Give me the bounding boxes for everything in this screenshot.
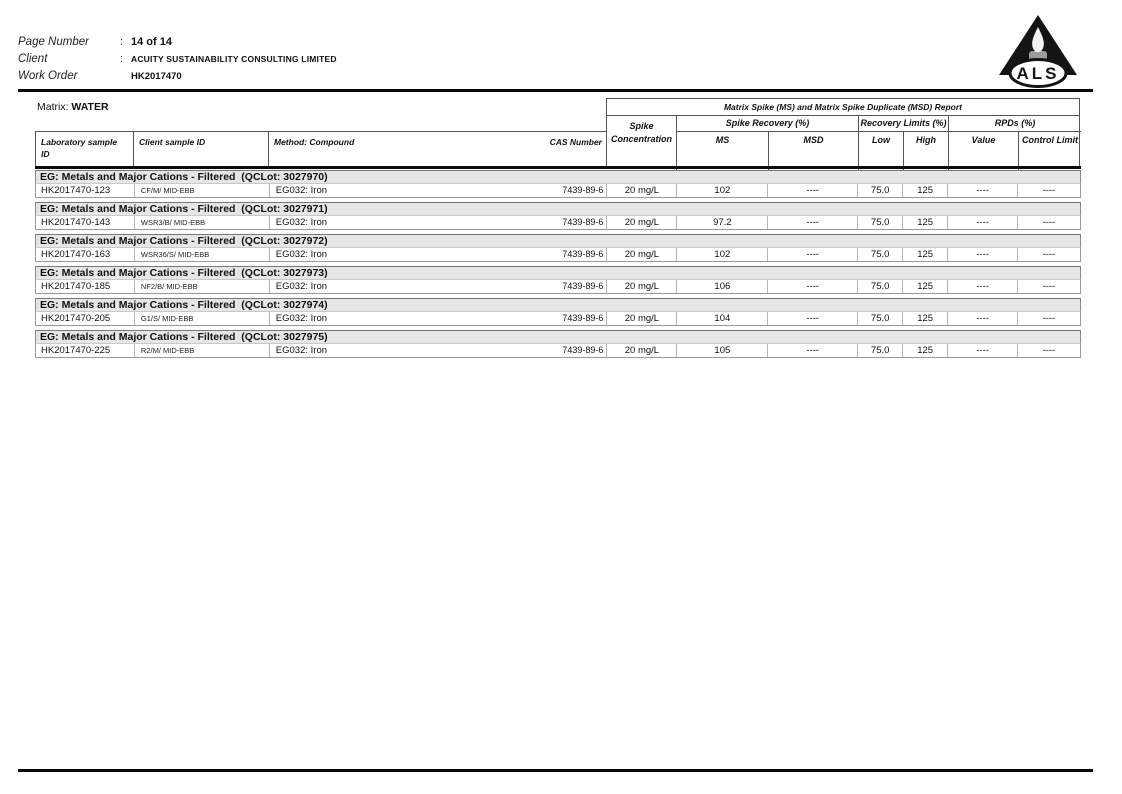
- als-logo-graphic: [988, 13, 1088, 91]
- rpd-value: ----: [947, 312, 1017, 325]
- cas-number: 7439-89-6: [562, 249, 604, 259]
- msd-recovery: ----: [767, 280, 857, 293]
- page-number-colon: :: [120, 36, 124, 48]
- rpd-control-limit: ----: [1017, 344, 1080, 357]
- col-spike-recovery-group: Spike Recovery (%): [677, 116, 858, 132]
- report-title: Matrix Spike (MS) and Matrix Spike Duplicate (MSD) Report: [607, 99, 1079, 116]
- table-row: [35, 279, 1081, 294]
- rpd-value: ----: [947, 248, 1017, 261]
- cas-number: 7439-89-6: [562, 185, 604, 195]
- limit-high: 125: [902, 184, 947, 197]
- msd-recovery: ----: [767, 344, 857, 357]
- qc-section: [35, 234, 1081, 262]
- table-row: [35, 183, 1081, 198]
- spike-concentration: 20 mg/L: [606, 216, 676, 229]
- page-number-value: 14 of 14: [131, 36, 172, 48]
- client-sample-id: NF2/B/ MID-EBB: [134, 280, 269, 293]
- limit-low: 75.0: [857, 344, 902, 357]
- table-left-header: [35, 131, 606, 169]
- ms-recovery: 102: [676, 248, 767, 261]
- table-right-header: [606, 98, 1080, 169]
- method-cas-cell: [269, 344, 607, 357]
- spike-concentration: 20 mg/L: [606, 344, 676, 357]
- qc-group-header: EG: Metals and Major Cations - Filtered (QCLot: 3027971): [35, 202, 1081, 215]
- spike-concentration: 20 mg/L: [606, 248, 676, 261]
- rpd-control-limit: ----: [1017, 312, 1080, 325]
- footer-rule: [18, 769, 1093, 772]
- col-msd: MSD: [768, 132, 858, 170]
- ms-recovery: 105: [676, 344, 767, 357]
- qc-group-header: EG: Metals and Major Cations - Filtered (QCLot: 3027974): [35, 298, 1081, 311]
- col-method-compound: Method: Compound: [274, 137, 355, 147]
- msd-recovery: ----: [767, 184, 857, 197]
- ms-recovery: 104: [676, 312, 767, 325]
- cas-number: 7439-89-6: [562, 313, 604, 323]
- client-row: [18, 53, 618, 70]
- header-bottom-bar: [35, 166, 1081, 169]
- col-spike-line2: Concentration: [610, 134, 672, 144]
- limit-high: 125: [902, 312, 947, 325]
- matrix-line: [37, 101, 109, 113]
- matrix-label: Matrix:: [37, 101, 69, 113]
- cas-number: 7439-89-6: [562, 281, 604, 291]
- als-logo: [988, 13, 1088, 91]
- rpd-value: ----: [947, 216, 1017, 229]
- rpd-value: ----: [947, 184, 1017, 197]
- col-lab-sample-id: [36, 132, 134, 169]
- spike-concentration: 20 mg/L: [606, 312, 676, 325]
- client-sample-id: R2/M/ MID-EBB: [134, 344, 269, 357]
- ms-recovery: 102: [676, 184, 767, 197]
- col-low: Low: [858, 132, 903, 170]
- rpd-value: ----: [947, 344, 1017, 357]
- col-control-limit: Control Limit: [1018, 132, 1081, 170]
- qc-group-header: EG: Metals and Major Cations - Filtered (QCLot: 3027970): [35, 170, 1081, 183]
- spike-concentration: 20 mg/L: [606, 184, 676, 197]
- rpd-control-limit: ----: [1017, 184, 1080, 197]
- logo-text: ALS: [1016, 64, 1060, 83]
- method-compound: EG032: Iron: [275, 281, 328, 292]
- rpd-control-limit: ----: [1017, 216, 1080, 229]
- cas-number: 7439-89-6: [562, 345, 604, 355]
- method-cas-cell: [269, 248, 607, 261]
- col-lab-sample-line2: ID: [41, 149, 50, 159]
- rpd-control-limit: ----: [1017, 248, 1080, 261]
- table-row: [35, 343, 1081, 358]
- method-compound: EG032: Iron: [275, 185, 328, 196]
- lab-sample-id: HK2017470-163: [41, 249, 111, 260]
- qc-section: [35, 298, 1081, 326]
- method-compound: EG032: Iron: [275, 313, 328, 324]
- limit-high: 125: [902, 216, 947, 229]
- page-number-row: [18, 36, 618, 53]
- lab-sample-id: HK2017470-143: [41, 217, 111, 228]
- ms-recovery: 106: [676, 280, 767, 293]
- header-divider-rule: [18, 89, 1093, 92]
- ms-recovery: 97.2: [676, 216, 767, 229]
- qc-group-header: EG: Metals and Major Cations - Filtered (QCLot: 3027972): [35, 234, 1081, 247]
- client-sample-id: CF/M/ MID-EBB: [134, 184, 269, 197]
- limit-low: 75.0: [857, 280, 902, 293]
- method-compound: EG032: Iron: [275, 217, 328, 228]
- qc-section: [35, 266, 1081, 294]
- col-spike-line1: Spike: [629, 121, 654, 131]
- qc-section: [35, 330, 1081, 358]
- matrix-value: WATER: [71, 101, 109, 113]
- qc-group-header: EG: Metals and Major Cations - Filtered (QCLot: 3027973): [35, 266, 1081, 279]
- method-cas-cell: [269, 184, 607, 197]
- qc-section: [35, 170, 1081, 198]
- method-cas-cell: [269, 280, 607, 293]
- limit-low: 75.0: [857, 184, 902, 197]
- method-cas-cell: [269, 216, 607, 229]
- limit-low: 75.0: [857, 248, 902, 261]
- client-colon: :: [120, 53, 124, 65]
- limit-low: 75.0: [857, 312, 902, 325]
- table-row: [35, 215, 1081, 230]
- col-rpds-group: RPDs (%): [948, 116, 1081, 132]
- spike-concentration: 20 mg/L: [606, 280, 676, 293]
- qc-section: [35, 202, 1081, 230]
- page-header: [18, 36, 618, 87]
- method-compound: EG032: Iron: [275, 249, 328, 260]
- col-cas-number: CAS Number: [549, 137, 602, 147]
- client-label: Client: [18, 53, 48, 65]
- limit-high: 125: [902, 280, 947, 293]
- cas-number: 7439-89-6: [562, 217, 604, 227]
- msd-recovery: ----: [767, 216, 857, 229]
- lab-sample-id: HK2017470-205: [41, 313, 111, 324]
- col-ms: MS: [715, 135, 730, 145]
- lab-sample-id: HK2017470-123: [41, 185, 111, 196]
- client-sample-id: G1/S/ MID-EBB: [134, 312, 269, 325]
- rpd-control-limit: ----: [1017, 280, 1080, 293]
- col-lab-sample-line1: Laboratory sample: [41, 137, 118, 147]
- work-order-label: Work Order: [18, 70, 78, 82]
- rpd-value: ----: [947, 280, 1017, 293]
- lab-sample-id: HK2017470-225: [41, 345, 111, 356]
- col-client-sample-id: Client sample ID: [134, 132, 269, 169]
- msd-recovery: ----: [767, 248, 857, 261]
- work-order-row: [18, 70, 618, 87]
- col-spike-concentration: [607, 116, 677, 170]
- msd-recovery: ----: [767, 312, 857, 325]
- client-sample-id: WSR3/B/ MID-EBB: [134, 216, 269, 229]
- lab-sample-id: HK2017470-185: [41, 281, 111, 292]
- col-value: Value: [948, 132, 1018, 170]
- table-row: [35, 247, 1081, 262]
- method-compound: EG032: Iron: [275, 345, 328, 356]
- col-high: High: [903, 132, 948, 170]
- limit-low: 75.0: [857, 216, 902, 229]
- limit-high: 125: [902, 248, 947, 261]
- page-number-label: Page Number: [18, 36, 89, 48]
- client-value: ACUITY SUSTAINABILITY CONSULTING LIMITED: [131, 54, 337, 64]
- client-sample-id: WSR36/S/ MID-EBB: [134, 248, 269, 261]
- method-cas-cell: [269, 312, 607, 325]
- table-sections: [35, 170, 1081, 362]
- table-row: [35, 311, 1081, 326]
- limit-high: 125: [902, 344, 947, 357]
- col-recovery-limits-group: Recovery Limits (%): [858, 116, 948, 132]
- work-order-value: HK2017470: [131, 71, 182, 82]
- qc-group-header: EG: Metals and Major Cations - Filtered (QCLot: 3027975): [35, 330, 1081, 343]
